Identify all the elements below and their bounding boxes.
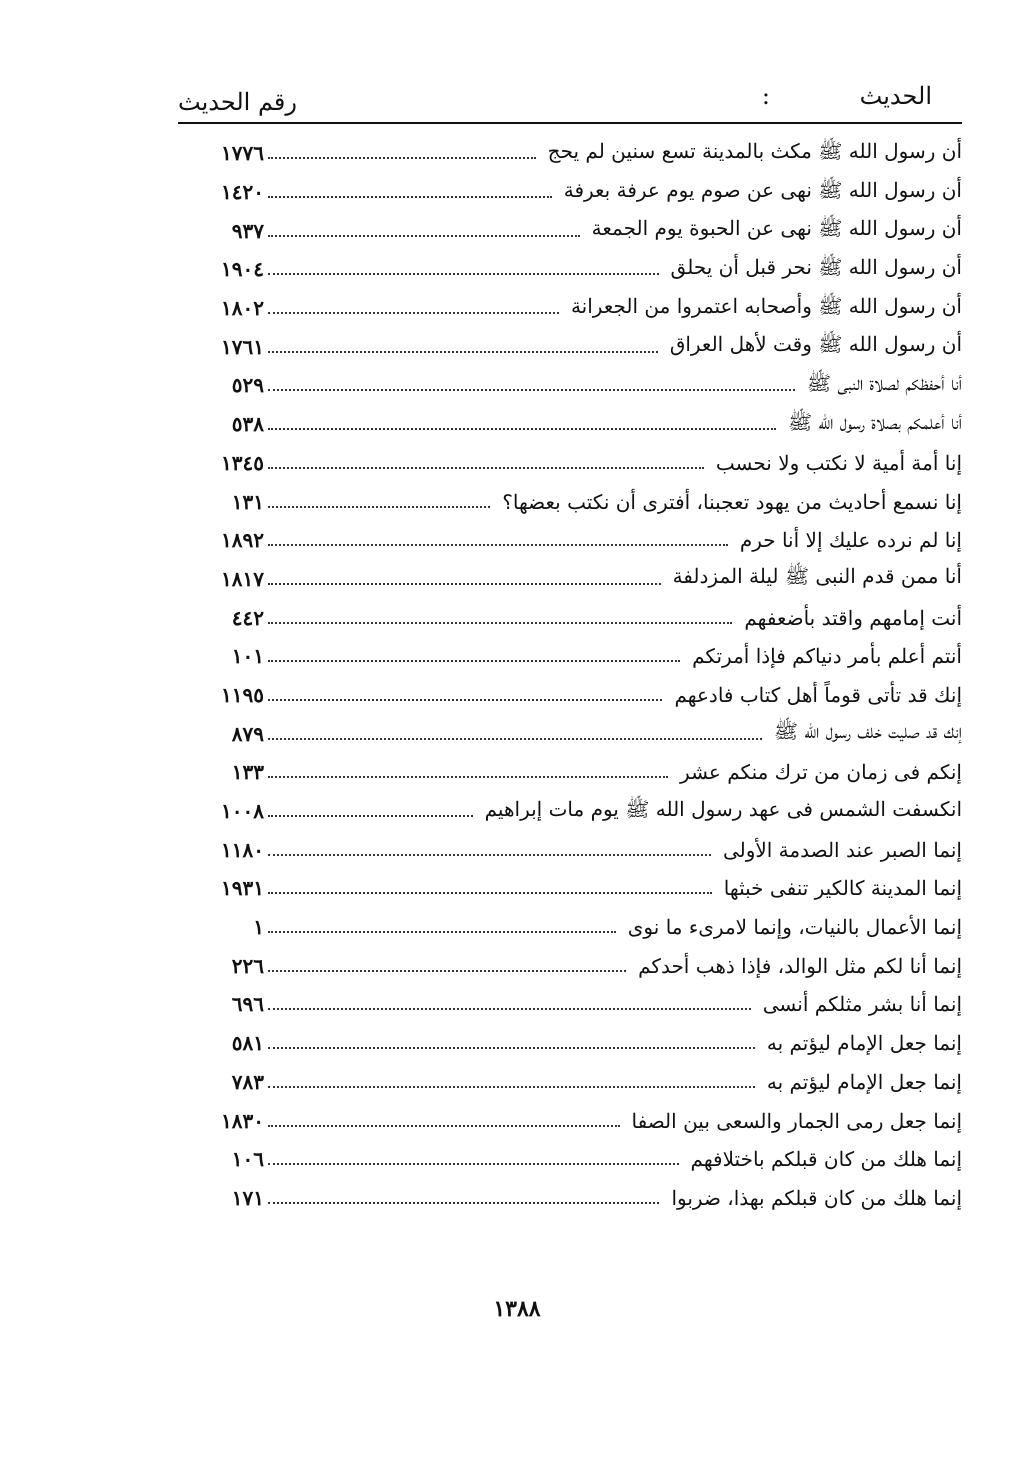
index-entry-row — [200, 1063, 962, 1102]
hadith-number: ١٨٣٠ — [221, 1108, 264, 1133]
index-entry-row — [200, 482, 962, 521]
dot-leader — [268, 738, 762, 740]
hadith-number: ١٠٦ — [231, 1147, 264, 1172]
dot-leader — [268, 1202, 659, 1204]
hadith-number: ٩٣٧ — [231, 218, 264, 243]
dot-leader — [268, 544, 728, 546]
hadith-text: أنا أعلمكم بصلاة رسول الله ﷺ — [787, 409, 962, 434]
hadith-number: ١٨٩٢ — [221, 528, 264, 553]
hadith-index-list — [200, 134, 962, 1217]
hadith-text: إنما الصبر عند الصدمة الأولى — [722, 837, 962, 862]
hadith-number: ٢٢٦ — [231, 953, 264, 978]
hadith-number: ١٩٣١ — [221, 876, 264, 901]
hadith-text: إنما أنا لكم مثل الوالد، فإذا ذهب أحدكم — [638, 953, 962, 978]
hadith-text: إنما أنا بشر مثلكم أنسى — [762, 992, 962, 1017]
hadith-text: أنا ممن قدم النبى ﷺ ليلة المزدلفة — [672, 564, 962, 589]
dot-leader — [268, 583, 661, 585]
dot-leader — [268, 351, 658, 353]
header-number-label: رقم الحديث — [178, 88, 297, 116]
dot-leader — [268, 892, 712, 894]
hadith-number: ١٣١ — [231, 489, 264, 514]
hadith-text: إنكم فى زمان من ترك منكم عشر — [680, 760, 962, 785]
hadith-text: أن رسول الله ﷺ وأصحابه اعتمروا من الجعرانة — [570, 293, 962, 318]
hadith-number: ٨٧٩ — [231, 721, 264, 746]
page-number: ١٣٨٨ — [493, 1296, 541, 1322]
dot-leader — [268, 273, 659, 275]
hadith-number: ١٨١٧ — [221, 566, 264, 591]
index-entry-row — [200, 985, 962, 1024]
hadith-text: إنا أمة أمية لا نكتب ولا نحسب — [715, 450, 962, 475]
index-entry-row — [200, 405, 962, 444]
hadith-number: ١٠٠٨ — [221, 799, 264, 824]
hadith-text: إنك قد صليت خلف رسول الله ﷺ — [773, 719, 962, 744]
index-entry-row — [200, 946, 962, 985]
header-rule — [178, 122, 962, 124]
dot-leader — [268, 660, 680, 662]
hadith-number: ٦٩٦ — [231, 992, 264, 1017]
hadith-number: ٤٤٢ — [231, 605, 264, 630]
dot-leader — [268, 196, 552, 198]
hadith-text: أن رسول الله ﷺ نهى عن صوم يوم عرفة بعرفة — [563, 177, 962, 202]
hadith-text: أنا أحفظكم لصلاة النبى ﷺ — [806, 370, 962, 395]
hadith-text: انكسفت الشمس فى عهد رسول الله ﷺ يوم مات إبراهيم — [484, 796, 962, 821]
hadith-text: إنا لم نرده عليك إلا أنا حرم — [739, 528, 962, 553]
index-entry-row — [200, 366, 962, 405]
hadith-text: إنما هلك من كان قبلكم بهذا، ضربوا — [671, 1185, 962, 1210]
dot-leader — [268, 312, 559, 314]
hadith-number: ١١٩٥ — [221, 682, 264, 707]
hadith-text: أن رسول الله ﷺ نحر قبل أن يحلق — [670, 254, 962, 279]
hadith-text: أن رسول الله ﷺ مكث بالمدينة تسع سنين لم يحج — [547, 138, 962, 163]
index-entry-row — [200, 560, 962, 599]
hadith-number: ١٧٧٦ — [221, 141, 264, 166]
hadith-number: ١٧١ — [231, 1185, 264, 1210]
hadith-text: أن رسول الله ﷺ نهى عن الحبوة يوم الجمعة — [591, 216, 962, 241]
header-colon: : — [761, 82, 770, 110]
index-entry-row — [200, 444, 962, 483]
dot-leader — [268, 776, 668, 778]
index-entry-row — [200, 173, 962, 212]
dot-leader — [268, 1047, 755, 1049]
dot-leader — [268, 235, 580, 237]
hadith-text: إنما جعل رمى الجمار والسعى بين الصفا — [631, 1108, 962, 1133]
dot-leader — [268, 467, 704, 469]
index-entry-row — [200, 792, 962, 831]
page-header — [178, 78, 962, 120]
header-hadith-label: الحديث — [859, 82, 932, 110]
hadith-number: ٧٨٣ — [231, 1069, 264, 1094]
index-entry-row — [200, 869, 962, 908]
index-entry-row — [200, 753, 962, 792]
dot-leader — [268, 1163, 679, 1165]
hadith-number: ١ — [253, 915, 264, 940]
hadith-text: إنما هلك من كان قبلكم باختلافهم — [690, 1147, 962, 1172]
hadith-text: إنما جعل الإمام ليؤتم به — [766, 1069, 962, 1094]
dot-leader — [268, 428, 776, 430]
dot-leader — [268, 970, 626, 972]
hadith-number: ١٤٢٠ — [221, 180, 264, 205]
index-entry-row — [200, 521, 962, 560]
index-entry-row — [200, 211, 962, 250]
dot-leader — [268, 854, 711, 856]
index-entry-row — [200, 830, 962, 869]
hadith-number: ١٣٤٥ — [221, 450, 264, 475]
index-entry-row — [200, 250, 962, 289]
hadith-number: ١١٨٠ — [221, 837, 264, 862]
dot-leader — [268, 622, 732, 624]
hadith-text: إنما الأعمال بالنيات، وإنما لامرىء ما نوى — [627, 915, 962, 940]
dot-leader — [268, 506, 490, 508]
dot-leader — [268, 931, 616, 933]
index-entry-row — [200, 1140, 962, 1179]
dot-leader — [268, 1125, 620, 1127]
hadith-text: إنما جعل الإمام ليؤتم به — [766, 1031, 962, 1056]
index-entry-row — [200, 327, 962, 366]
hadith-text: إنما المدينة كالكير تنفى خبثها — [723, 876, 962, 901]
hadith-text: أنت إمامهم واقتد بأضعفهم — [744, 605, 962, 630]
hadith-number: ١٩٠٤ — [221, 257, 264, 282]
hadith-text: أن رسول الله ﷺ وقت لأهل العراق — [669, 332, 962, 357]
hadith-text: أنتم أعلم بأمر دنياكم فإذا أمرتكم — [692, 644, 962, 669]
index-entry-row — [200, 134, 962, 173]
hadith-number: ٥٨١ — [231, 1031, 264, 1056]
index-entry-row — [200, 714, 962, 753]
index-entry-row — [200, 1101, 962, 1140]
hadith-number: ٥٣٨ — [231, 412, 264, 437]
dot-leader — [268, 1008, 751, 1010]
index-entry-row — [200, 637, 962, 676]
index-entry-row — [200, 676, 962, 715]
index-entry-row — [200, 908, 962, 947]
dot-leader — [268, 815, 473, 817]
index-entry-row — [200, 289, 962, 328]
hadith-number: ١٣٣ — [231, 760, 264, 785]
hadith-number: ٥٢٩ — [231, 373, 264, 398]
dot-leader — [268, 1086, 755, 1088]
hadith-text: إنك قد تأتى قوماً أهل كتاب فادعهم — [674, 682, 962, 707]
hadith-text: إنا نسمع أحاديث من يهود تعجبنا، أفترى أن نكتب بعضها؟ — [502, 489, 962, 514]
index-entry-row — [200, 1179, 962, 1218]
hadith-number: ١٧٦١ — [221, 334, 264, 359]
index-entry-row — [200, 598, 962, 637]
index-entry-row — [200, 1024, 962, 1063]
dot-leader — [268, 699, 662, 701]
hadith-number: ١٨٠٢ — [221, 296, 264, 321]
dot-leader — [268, 157, 536, 159]
hadith-number: ١٠١ — [231, 644, 264, 669]
dot-leader — [268, 389, 795, 391]
